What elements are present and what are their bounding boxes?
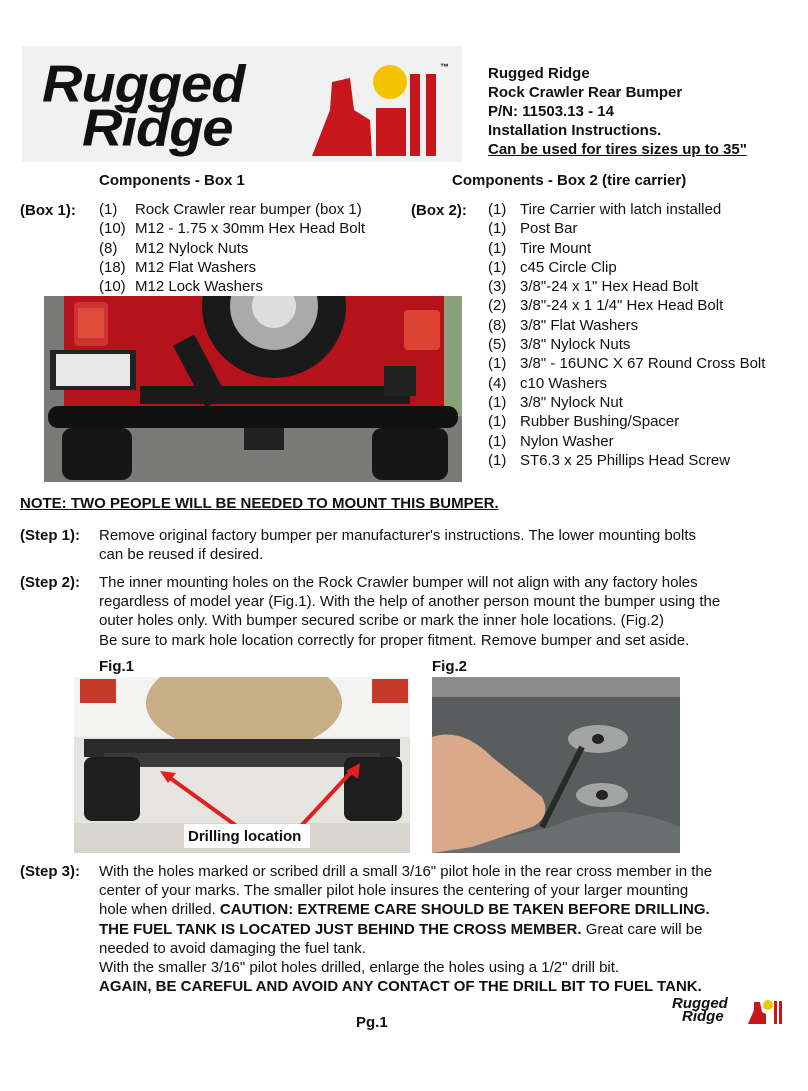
list-item: (3) 3/8"-24 x 1" Hex Head Bolt bbox=[488, 278, 699, 296]
box1-component-list bbox=[99, 200, 365, 296]
step3-body: With the holes marked or scribed drill a small 3/16" pilot hole in the rear cross member in the center of your marks. The smaller pilot hole insures the centering of your larger mounting hole when drilled. CAUTION: EXTREME CARE SHOULD BE TAKEN BEFORE DRILLING. THE FUEL TANK IS LOCATED JUST BEHIND THE CROSS MEMBER. Great care will be needed to avoid damaging the fuel tank. With the smaller 3/16" pilot holes drilled, enlarge the holes using a 1/2" drill bit. AGAIN, BE CAREFUL AND AVOID ANY CONTACT OF THE DRILL BIT TO FUEL TANK. bbox=[99, 863, 713, 996]
box1-heading: Components - Box 1 bbox=[99, 172, 245, 189]
step2-body: The inner mounting holes on the Rock Crawler bumper will not align with any factory holes regardless of model year (Fig.1). With the help of another person mount the bumper using the outer holes only. With bumper secured scribe or mark the inner hole locations. (Fig.2) Be sure to mark hole location correctly for proper fitment. Remove bumper and set aside. bbox=[99, 574, 721, 649]
logo-word-rugged: Rugged bbox=[42, 54, 245, 113]
list-item: (10) M12 - 1.75 x 30mm Hex Head Bolt bbox=[99, 220, 366, 238]
list-item: (1) Nylon Washer bbox=[488, 432, 614, 450]
box1-label: (Box 1): bbox=[20, 202, 76, 219]
header-brand: Rugged Ridge bbox=[488, 65, 590, 82]
box2-label: (Box 2): bbox=[411, 202, 467, 219]
list-item: (1) 3/8" Nylock Nut bbox=[488, 393, 623, 411]
logo-mesa-icon bbox=[310, 60, 440, 156]
footer-logo-word-ridge: Ridge bbox=[682, 1008, 724, 1025]
fig1-photo bbox=[74, 677, 410, 853]
header-tire-note: Can be used for tires sizes up to 35" bbox=[488, 141, 747, 158]
jeep-rear-illustration bbox=[44, 296, 462, 482]
fig2-marking-illustration bbox=[432, 677, 680, 853]
box2-component-list bbox=[488, 200, 765, 470]
step3-label: (Step 3): bbox=[20, 863, 80, 880]
list-item: (1) Rubber Bushing/Spacer bbox=[488, 413, 680, 431]
header-part-number: P/N: 11503.13 - 14 bbox=[488, 103, 614, 120]
step2-label: (Step 2): bbox=[20, 574, 80, 591]
list-item: (1) 3/8" - 16UNC X 67 Round Cross Bolt bbox=[488, 355, 766, 373]
step1-label: (Step 1): bbox=[20, 527, 80, 544]
rugged-ridge-logo bbox=[22, 46, 462, 162]
footer-logo-mesa-icon bbox=[748, 998, 784, 1024]
logo-word-ridge: Ridge bbox=[82, 98, 233, 157]
header-product: Rock Crawler Rear Bumper bbox=[488, 84, 683, 101]
product-photo-jeep-rear bbox=[44, 296, 462, 482]
footer-logo bbox=[668, 996, 786, 1026]
list-item: (10) M12 Lock Washers bbox=[99, 278, 263, 296]
list-item: (4) c10 Washers bbox=[488, 374, 607, 392]
drilling-location-callout: Drilling location bbox=[188, 828, 302, 845]
list-item: (1) Tire Carrier with latch installed bbox=[488, 201, 722, 218]
list-item: (8) M12 Nylock Nuts bbox=[99, 239, 249, 257]
list-item: (5) 3/8" Nylock Nuts bbox=[488, 336, 631, 354]
list-item: (2) 3/8"-24 x 1 1/4" Hex Head Bolt bbox=[488, 297, 724, 315]
list-item: (1) ST6.3 x 25 Phillips Head Screw bbox=[488, 451, 731, 469]
list-item: (18) M12 Flat Washers bbox=[99, 258, 257, 276]
fig2-label: Fig.2 bbox=[432, 658, 468, 675]
box2-heading: Components - Box 2 (tire carrier) bbox=[452, 172, 687, 189]
page-number: Pg.1 bbox=[356, 1014, 388, 1031]
list-item: (1) Post Bar bbox=[488, 220, 578, 238]
fig1-label: Fig.1 bbox=[99, 658, 135, 675]
list-item: (1) c45 Circle Clip bbox=[488, 258, 617, 276]
list-item: (1) Tire Mount bbox=[488, 239, 592, 257]
header-doc-type: Installation Instructions. bbox=[488, 122, 662, 139]
list-item: (1) Rock Crawler rear bumper (box 1) bbox=[99, 201, 362, 218]
list-item: (8) 3/8" Flat Washers bbox=[488, 316, 639, 334]
two-people-warning: NOTE: TWO PEOPLE WILL BE NEEDED TO MOUNT THIS BUMPER. bbox=[20, 495, 499, 512]
fig2-photo bbox=[432, 677, 680, 853]
trademark-symbol: ™ bbox=[440, 62, 449, 72]
step1-body: Remove original factory bumper per manufacturer's instructions. The lower mounting bolts can be reused if desired. bbox=[99, 527, 697, 564]
footer-logo-word-rugged: Rugged bbox=[672, 995, 728, 1012]
header-block bbox=[488, 64, 747, 159]
